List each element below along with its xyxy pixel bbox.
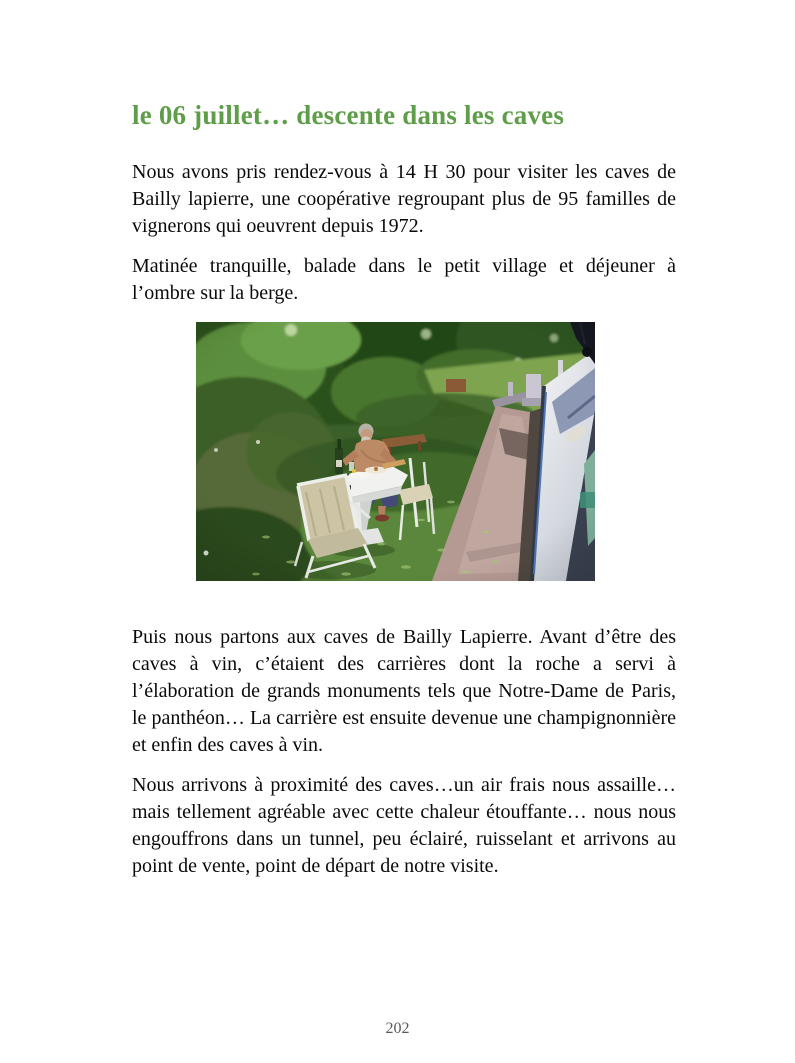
- page-number: 202: [385, 1020, 410, 1037]
- page-title: le 06 juillet… descente dans les caves: [132, 100, 565, 130]
- paragraph-tunnel: Nous arrivons à proximité des caves…un air frais nous assaille… mais tellement agréable avec cette chaleur étouffante… nous nous engouffrons dans un tunnel, peu éclairé, ruisselant et arrivons au point de vente, point de départ de notre visite.: [132, 774, 676, 877]
- text-column: [132, 0, 676, 880]
- paragraph-matinee: Matinée tranquille, balade dans le petit village et déjeuner à l’ombre sur la berge.: [132, 255, 676, 304]
- paragraph-rendezvous: Nous avons pris rendez-vous à 14 H 30 pour visiter les caves de Bailly lapierre, une coopérative regroupant plus de 95 familles de vignerons qui oeuvrent depuis 1972.: [132, 161, 676, 237]
- photo-illustration: [196, 322, 595, 581]
- paragraph-carrieres: Puis nous partons aux caves de Bailly Lapierre. Avant d’être des caves à vin, c’étaient des carrières dont la roche a servi à l’élaboration de grands monuments tels que Notre-Dame de Paris, le panthéon… La carrière est ensuite devenue une champignonnière et enfin des caves à vin.: [132, 626, 676, 756]
- photo-lunch-by-canal: [196, 322, 595, 581]
